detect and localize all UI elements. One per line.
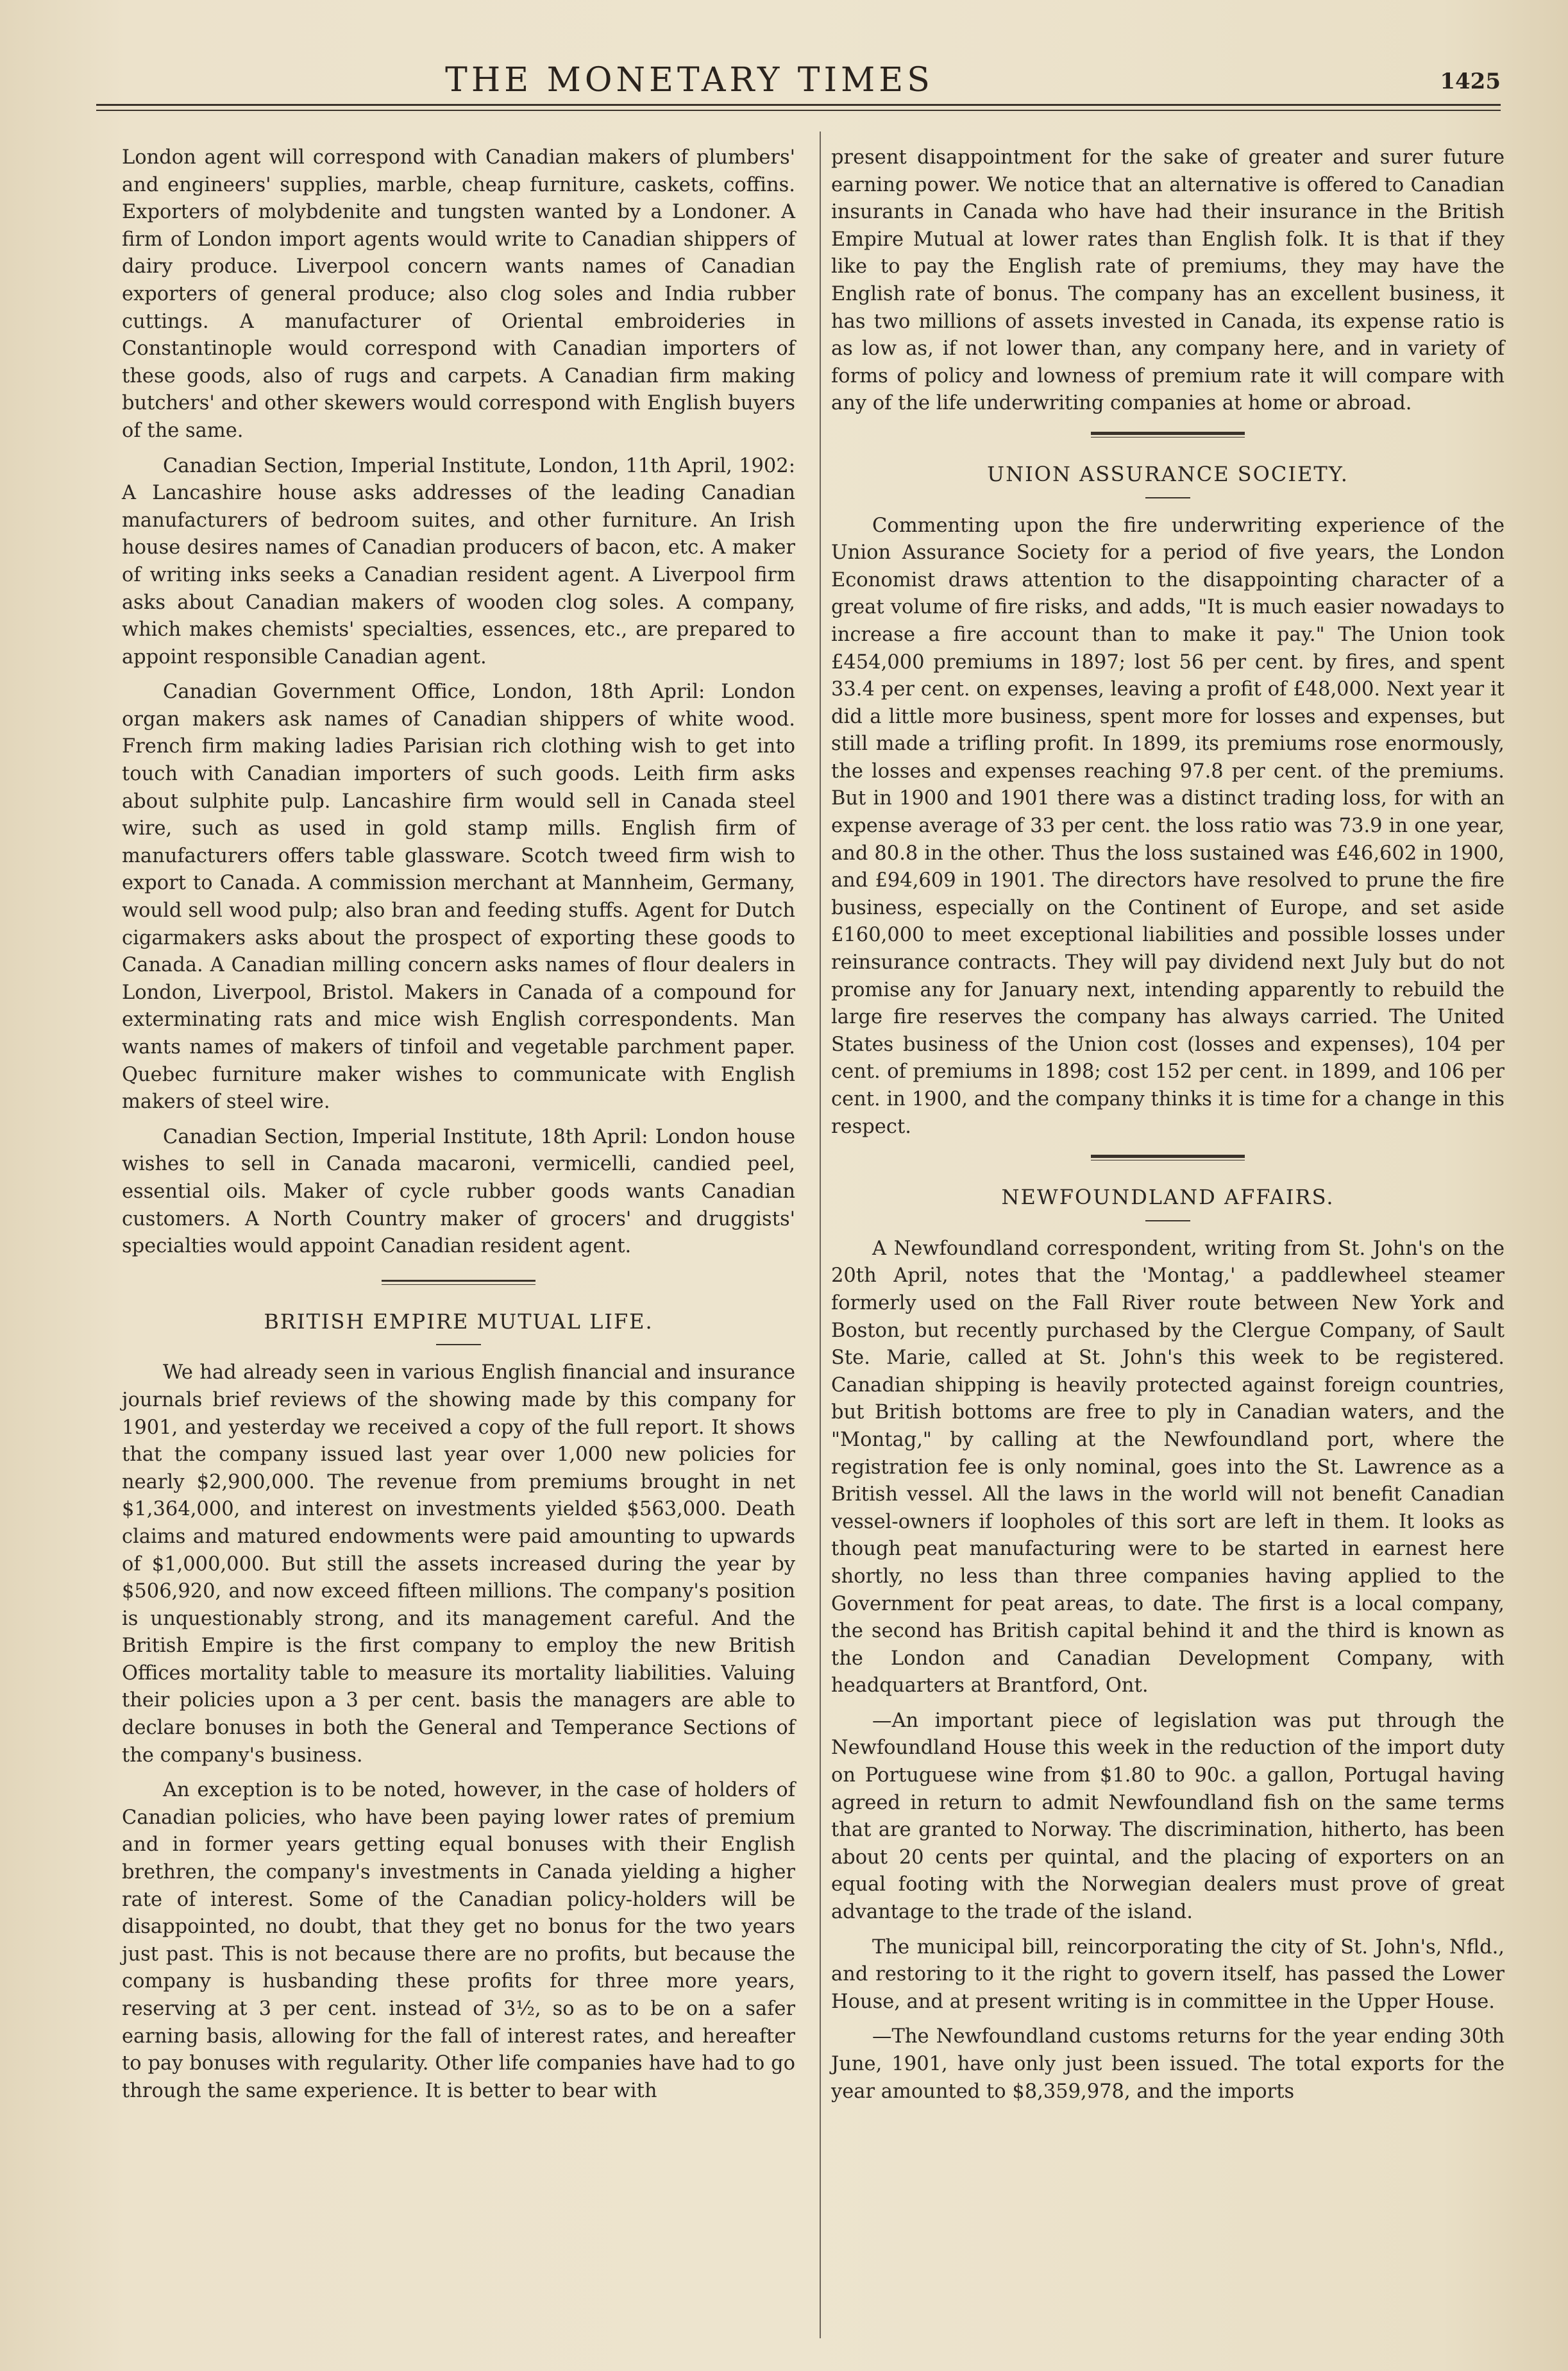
left-column <box>122 144 795 2112</box>
heading-underline <box>1145 497 1190 498</box>
masthead <box>96 61 1501 99</box>
article-paragraph: The municipal bill, reincorporating the city of St. John's, Nfld., and restoring to it the right to govern itself, has passed the Lower House, and at present writing is in committee in the Upper House. <box>831 1935 1505 2013</box>
article-paragraph: London agent will correspond with Canadian makers of plumbers' and engineers' supplies, marble, cheap furniture, caskets, coffins. Exporters of molybdenite and tungsten wanted by a Londoner. A firm of London import agents would write to Canadian shippers of dairy produce. Liverpool concern wants names of Canadian exporters of general produce; also clog soles and India rubber cuttings. A manufacturer of Oriental embroideries in Constantinople would correspond with Canadian importers of these goods, also of rugs and carpets. A Canadian firm making butchers' and other skewers would correspond with English buyers of the same. <box>122 146 795 442</box>
page-number: 1425 <box>1440 69 1501 94</box>
section-divider <box>1091 1155 1245 1160</box>
section-divider <box>122 1280 795 1285</box>
masthead-rule <box>96 104 1501 111</box>
right-column <box>831 144 1505 2113</box>
article-paragraph: —An important piece of legislation was put through the Newfoundland House this week in the reduction of the import duty on Portuguese wine from $1.80 to 90c. a gallon, Portugal having agreed in return to admit Newfoundland fish on the same terms that are granted to Norway. The discrimination, hitherto, has been about 20 cents per quintal, and the placing of exporters on an equal footing with the Norwegian dealers must prove of great advantage to the trade of the island. <box>831 1709 1505 1924</box>
publication-title: THE MONETARY TIMES <box>445 61 934 99</box>
article-paragraph: —The Newfoundland customs returns for the year ending 30th June, 1901, have only just been issued. The total exports for the year amounted to $8,359,978, and the imports <box>831 2025 1505 2103</box>
section-heading-newfoundland: NEWFOUNDLAND AFFAIRS. <box>1001 1185 1335 1210</box>
heading-underline <box>436 1344 481 1345</box>
article-paragraph: Canadian Section, Imperial Institute, 18th April: London house wishes to sell in Canada macaroni, vermicelli, candied peel, essential oils. Maker of cycle rubber goods wants Canadian customers. A North Country maker of grocers' and druggists' specialties would appoint Canadian resident agent. <box>122 1125 795 1258</box>
article-paragraph: An exception is to be noted, however, in the case of holders of Canadian policies, who have been paying lower rates of premium and in former years getting equal bonuses with their English brethren, the company's investments in Canada yielding a higher rate of interest. Some of the Canadian policy-holders will be disappointed, no doubt, that they get no bonus for the two years just past. This is not because there are no profits, but because the company is husbanding these profits for three more years, reserving at 3 per cent. instead of 3½, so as to be on a safer earning basis, allowing for the fall of interest rates, and hereafter to pay bonuses with regularity. Other life companies have had to go through the same experience. It is better to bear with <box>122 1779 795 2102</box>
section-heading-union-assurance: UNION ASSURANCE SOCIETY. <box>987 461 1349 486</box>
column-divider <box>820 132 821 2338</box>
section-heading-british-empire-mutual: BRITISH EMPIRE MUTUAL LIFE. <box>264 1309 653 1334</box>
heading-underline <box>1145 1220 1190 1221</box>
article-paragraph: Canadian Section, Imperial Institute, London, 11th April, 1902: A Lancashire house asks addresses of the leading Canadian manufacturers of bedroom suites, and other furniture. An Irish house desires names of Canadian producers of bacon, etc. A maker of writing inks seeks a Canadian resident agent. A Liverpool firm asks about Canadian makers of wooden clog soles. A company, which makes chemists' specialties, essences, etc., are prepared to appoint responsible Canadian agent. <box>122 454 795 668</box>
article-paragraph: We had already seen in various English financial and insurance journals brief reviews of the showing made by this company for 1901, and yesterday we received a copy of the full report. It shows that the company issued last year over 1,000 new policies for nearly $2,900,000. The revenue from premiums brought in net $1,364,000, and interest on investments yielded $563,000. Death claims and matured endowments were paid amounting to upwards of $1,000,000. But still the assets increased during the year by $506,920, and now exceed fifteen millions. The company's position is unquestionably strong, and its management careful. And the British Empire is the first company to employ the new British Offices mortality table to measure its mortality liabilities. Valuing their policies upon a 3 per cent. basis the managers are able to declare bonuses in both the General and Temperance Sections of the company's business. <box>122 1361 795 1767</box>
article-paragraph: A Newfoundland correspondent, writing from St. John's on the 20th April, notes that the 'Montag,' a paddlewheel steamer formerly used on the Fall River route between New York and Boston, but recently purchased by the Clergue Company, of Sault Ste. Marie, called at St. John's this week to be registered. Canadian shipping is heavily protected against foreign countries, but British bottoms are free to ply in Canadian waters, and the "Montag," by calling at the Newfoundland port, where the registration fee is only nominal, goes into the St. Lawrence as a British vessel. All the laws in the world will not benefit Canadian vessel-owners if loopholes of this sort are left in them. It looks as though peat manufacturing were to be started in earnest here shortly, no less than three companies having applied to the Government for peat areas, to date. The first is a local company, the second has British capital behind it and the third is known as the London and Canadian Development Company, with headquarters at Brantford, Ont. <box>831 1237 1505 1697</box>
article-paragraph: Commenting upon the fire underwriting experience of the Union Assurance Society for a period of five years, the London Economist draws attention to the disappointing character of a great volume of fire risks, and adds, "It is much easier nowadays to increase a fire account than to make it pay." The Union took £454,000 premiums in 1897; lost 56 per cent. by fires, and spent 33.4 per cent. on expenses, leaving a profit of £48,000. Next year it did a little more business, spent more for losses and expenses, but still made a trifling profit. In 1899, its premiums rose enormously, the losses and expenses reaching 97.8 per cent. of the premiums. But in 1900 and 1901 there was a distinct trading loss, for with an expense average of 33 per cent. the loss ratio was 73.9 in one year, and 80.8 in the other. Thus the loss sustained was £46,602 in 1900, and £94,609 in 1901. The directors have resolved to prune the fire business, especially on the Continent of Europe, and set aside £160,000 to meet exceptional liabilities and possible losses under reinsurance contracts. They will pay dividend next July but do not promise any for January next, intending apparently to rebuild the large fire reserves the company has always carried. The United States business of the Union cost (losses and expenses), 104 per cent. of premiums in 1898; cost 152 per cent. in 1899, and 106 per cent. in 1900, and the company thinks it is time for a change in this respect. <box>831 514 1505 1138</box>
section-divider <box>1091 432 1245 438</box>
article-paragraph: present disappointment for the sake of greater and surer future earning power. We notice that an alternative is offered to Canadian insurants in Canada who have had their insurance in the British Empire Mutual at lower rates than English folk. It is that if they like to pay the English rate of premiums, they may have the English rate of bonus. The company has an excellent business, it has two millions of assets invested in Canada, its expense ratio is as low as, if not lower than, any company here, and in variety of forms of policy and lowness of premium rate it will compare with any of the life underwriting companies at home or abroad. <box>831 146 1505 415</box>
article-paragraph: Canadian Government Office, London, 18th April: London organ makers ask names of Canadian shippers of white wood. French firm making ladies Parisian rich clothing wish to get into touch with Canadian importers of such goods. Leith firm asks about sulphite pulp. Lancashire firm would sell in Canada steel wire, such as used in gold stamp mills. English firm of manufacturers offers table glassware. Scotch tweed firm wish to export to Canada. A commission merchant at Mannheim, Germany, would sell wood pulp; also bran and feeding stuffs. Agent for Dutch cigarmakers asks about the prospect of exporting these goods to Canada. A Canadian milling concern asks names of flour dealers in London, Liverpool, Bristol. Makers in Canada of a compound for exterminating rats and mice wish English correspondents. Man wants names of makers of tinfoil and vegetable parchment paper. Quebec furniture maker wishes to communicate with English makers of steel wire. <box>122 681 795 1114</box>
